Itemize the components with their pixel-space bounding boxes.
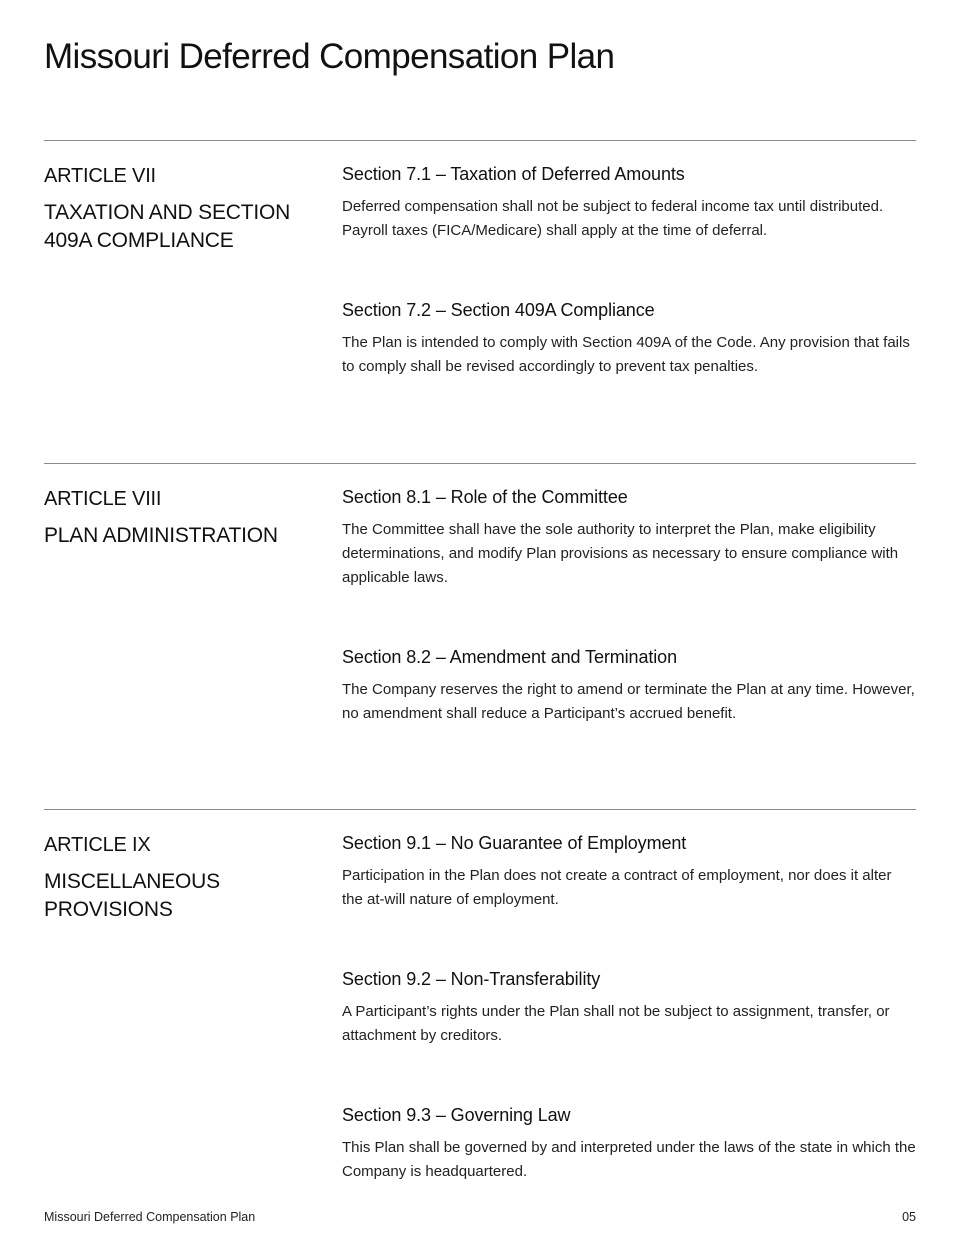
article-viii-sections xyxy=(342,485,916,726)
section-title: Section 9.3 – Governing Law xyxy=(342,1105,571,1125)
section-body: Deferred compensation shall not be subject to federal income tax until distributed. Payroll taxes (FICA/Medicare) shall apply at the time of deferral. xyxy=(342,198,884,239)
footer-title: Missouri Deferred Compensation Plan xyxy=(44,1210,256,1224)
article-label: ARTICLE IX xyxy=(44,834,151,856)
section-7-2 xyxy=(342,298,916,379)
article-vii xyxy=(44,140,916,375)
article-heading: TAXATION AND SECTION 409A COMPLIANCE xyxy=(44,201,291,252)
article-ix-sections xyxy=(342,831,916,1184)
article-ix xyxy=(44,809,916,1180)
section-title: Section 8.2 – Amendment and Termination xyxy=(342,647,677,667)
section-title: Section 9.2 – Non-Transferability xyxy=(342,969,601,989)
section-body: A Participant’s rights under the Plan shall not be subject to assignment, transfer, or attachment by creditors. xyxy=(342,1003,890,1044)
section-body: The Company reserves the right to amend or terminate the Plan at any time. However, no amendment shall reduce a Participant’s accrued benefit. xyxy=(342,681,915,722)
section-title: Section 8.1 – Role of the Committee xyxy=(342,487,628,507)
article-heading: PLAN ADMINISTRATION xyxy=(44,524,278,547)
section-body: Participation in the Plan does not create a contract of employment, nor does it alter the at-will nature of employment. xyxy=(342,867,892,908)
section-title: Section 9.1 – No Guarantee of Employment xyxy=(342,833,687,853)
section-9-2 xyxy=(342,967,916,1048)
section-7-1 xyxy=(342,162,916,243)
article-viii xyxy=(44,463,916,722)
article-vii-header xyxy=(44,163,314,255)
section-9-1 xyxy=(342,831,916,912)
section-body: The Plan is intended to comply with Section 409A of the Code. Any provision that fails to comply shall be revised accordingly to prevent tax penalties. xyxy=(342,334,910,375)
section-body: This Plan shall be governed by and interpreted under the laws of the state in which the Company is headquartered. xyxy=(342,1139,916,1180)
section-title: Section 7.1 – Taxation of Deferred Amounts xyxy=(342,164,685,184)
page-title: Missouri Deferred Compensation Plan xyxy=(44,37,615,76)
section-8-2 xyxy=(342,645,916,726)
section-title: Section 7.2 – Section 409A Compliance xyxy=(342,300,655,320)
article-heading: MISCELLANEOUS PROVISIONS xyxy=(44,870,220,921)
section-body: The Committee shall have the sole authority to interpret the Plan, make eligibility determinations, and modify Plan provisions as necessary to ensure compliance with applicable laws. xyxy=(342,521,899,586)
article-ix-header xyxy=(44,832,314,924)
article-label: ARTICLE VII xyxy=(44,165,156,187)
article-vii-sections xyxy=(342,162,916,379)
page-number: 05 xyxy=(902,1210,916,1224)
section-8-1 xyxy=(342,485,916,590)
article-label: ARTICLE VIII xyxy=(44,488,162,510)
page-footer xyxy=(44,1208,916,1226)
section-9-3 xyxy=(342,1103,916,1184)
article-viii-header xyxy=(44,486,314,550)
